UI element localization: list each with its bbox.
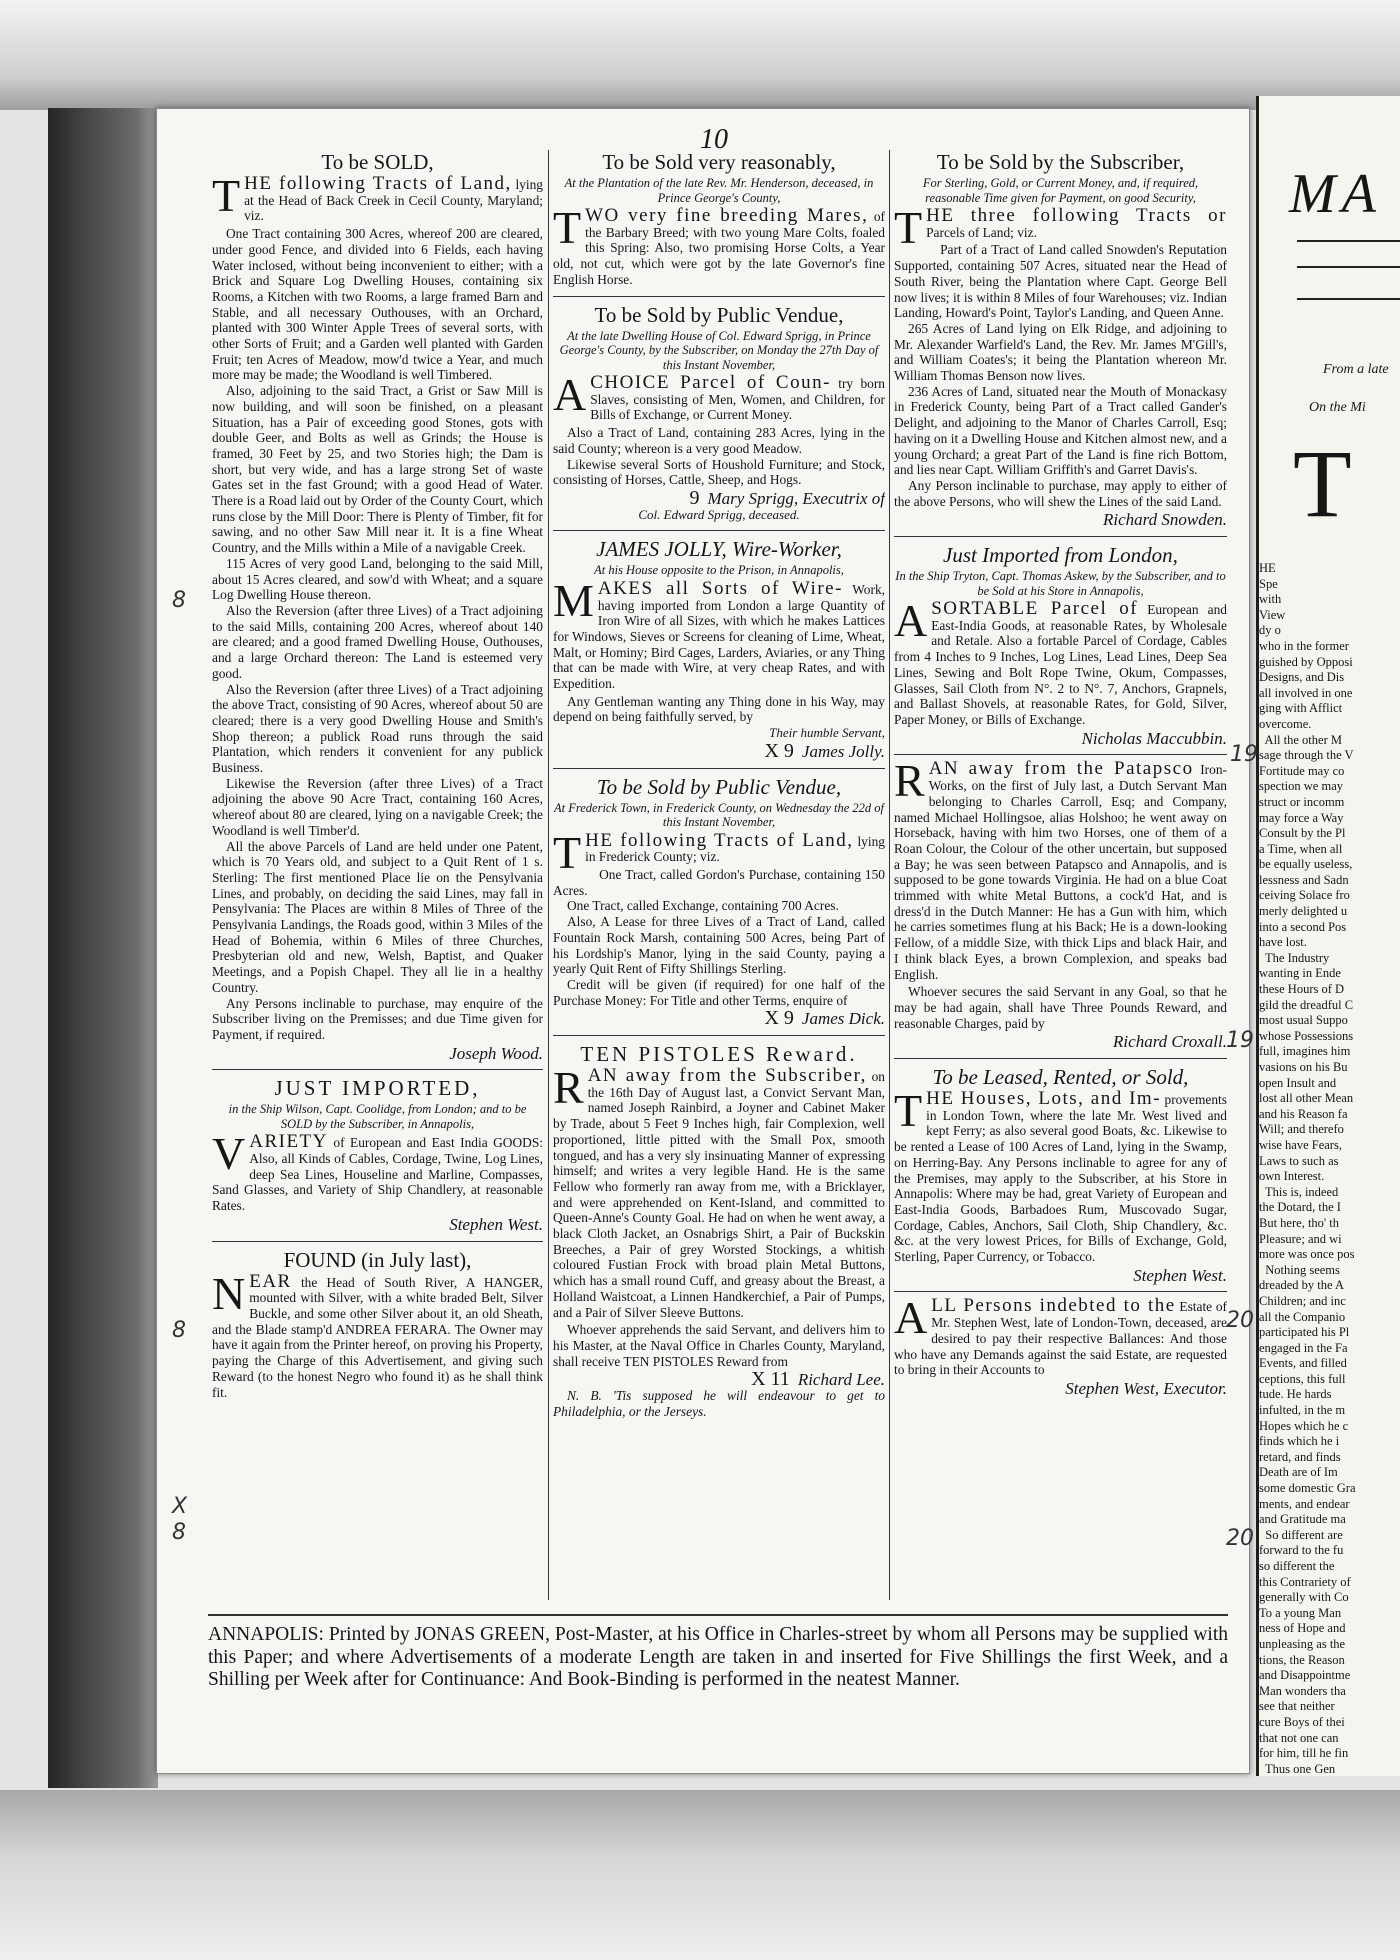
ad-lead <box>553 574 885 692</box>
drop-cap: T <box>553 202 582 253</box>
facing-page-masthead: MA <box>1289 163 1382 225</box>
ad-heading: To be Sold by Public Vendue, <box>596 774 842 799</box>
drop-cap: R <box>894 755 925 807</box>
ad-signature: Stephen West. <box>449 1214 543 1234</box>
signature-name: Mary Sprigg, Executrix of <box>707 488 885 508</box>
facing-page-caption: From a late <box>1323 362 1389 377</box>
advertisement-london-town-houses <box>894 1065 1227 1283</box>
facing-page-dropcap: T <box>1293 430 1352 537</box>
lead-text: lying at the Head of Back Creek in Cecil County, Maryland; viz. <box>244 177 543 224</box>
ad-paragraph: One Tract containing 300 Acres, whereof 200 are cleared, under good Fence, and divided into 6 Fields, each having Water inclosed, without being inconvenient to either; with a Brick and Square Log Dwelling Houses, containing six Rooms, a Kitchen with two Rooms, a large framed Barn and Stable, and all necessary Outhouses, with an Orchard, planted with 300 Winter Apple Trees of several sorts, with other Sorts of Fruit; and a Garden well planted with Garden Fruit; ten Acres of Meadow, mow'd twice a Year, and much more may be made; the Woodland is well Timbered. <box>212 226 543 383</box>
ad-signature <box>553 1007 885 1030</box>
ad-paragraph: Credit will be given (if required) for one half of the Purchase Money: For Title and other Terms, enquire of <box>553 976 885 1008</box>
ad-separator <box>212 1069 543 1070</box>
ad-paragraph: Any Gentleman wanting any Thing done in his Way, may depend on being faithfully served, by <box>553 693 885 725</box>
lead-text: Estate of Mr. Stephen West, late of London-Town, deceased, are desired to pay their respective Ballances: And those who have any Demands against the said Estate, are requested to bring in their Accounts to <box>894 1299 1227 1378</box>
drop-cap: N <box>212 1267 246 1319</box>
ad-separator <box>212 1241 543 1242</box>
ad-lead <box>553 369 885 423</box>
ad-subheading: At the late Dwelling House of Col. Edward Sprigg, in Prince George's County, by the Subscriber, on Monday the 27th Day of this Instant November, <box>559 328 879 372</box>
ad-paragraph: Whoever secures the said Servant in any Goal, so that he may be had again, shall have Three Pounds Reward, and reasonable Charges, paid by <box>894 984 1227 1031</box>
lead-first-words: SORTABLE Parcel of <box>931 598 1139 620</box>
advertisement-found-hanger <box>212 1248 543 1401</box>
handwritten-mark: 20 <box>1226 1308 1254 1333</box>
handwritten-mark: X 9 <box>764 739 794 762</box>
footer-rule <box>208 1614 1228 1616</box>
advertisement-patapsco-runaway <box>894 755 1227 1052</box>
handwritten-mark: 9 <box>689 486 700 509</box>
advertisement-sprigg-vendue <box>553 303 885 523</box>
ad-subheading: in the Ship Wilson, Capt. Coolidge, from London; and to be SOLD by the Subscriber, in Annapolis, <box>228 1102 527 1131</box>
lead-first-words: LL Persons indebted to the <box>931 1295 1176 1317</box>
drop-cap: M <box>553 574 594 626</box>
book-spine-shadow <box>48 108 158 1788</box>
ad-separator <box>553 768 885 769</box>
drop-cap: T <box>212 170 241 221</box>
handwritten-mark: X 9 <box>764 1007 794 1030</box>
ad-signature <box>553 1368 885 1391</box>
handwritten-mark: 19 <box>1226 1028 1254 1053</box>
ad-separator <box>894 1291 1227 1292</box>
ad-paragraph: Also the Reversion (after three Lives) of a Tract adjoining the above Tract, consisting of 90 Acres, whereof about 50 are cleared; there is a very good Dwelling House and Smith's Shop thereon; a publick Road runs through the said Plantation, which renders it convenient for any publick Business. <box>212 681 543 776</box>
lead-text: the Head of South River, A HANGER, mounted with Silver, with a white braded Belt, Silver Buckle, and some other Silver about it, an old Sheath, and the Blade stamp'd ANDREA FERARA. The Owner may have it again from the Printer hereof, on proving his Property, paying the Charge of this Advertisement, and giving such Reward (to the honest Negro who found it) as he shall think fit. <box>212 1274 543 1400</box>
lead-text: European and East-India Goods, at reasonable Rates, by Wholesale and Retale. Also a fortable Parcel of Cordage, Cables from 4 Inches to 9 Inches, Log Lines, Lead Lines, Deep Sea Lines, Sewing and Bolt Rope Twine, Okum, Compasses, Glasses, Sail Cloth from N°. 2 to N°. 7, Anchors, Grapnels, and Ballast Shovels, at reasonable Rates, for Gold, Silver, Paper Money, or Bills of Exchange. <box>894 602 1227 727</box>
lead-first-words: CHOICE Parcel of Coun- <box>590 372 831 394</box>
advertisement-just-imported <box>212 1076 543 1232</box>
ad-signature: Stephen West, Executor. <box>1065 1379 1227 1398</box>
drop-cap: T <box>553 826 582 878</box>
ad-closing: Their humble Servant, <box>769 725 885 741</box>
ad-lead <box>212 1128 543 1214</box>
lead-first-words: ARIETY <box>249 1131 328 1153</box>
advertisement-maccubbin-goods <box>894 543 1227 746</box>
lead-text: Work, having imported from London a large Quantity of Iron Wire of all Sizes, with which he makes Lattices for Windows, Sieves or Screens for cleaning of Lime, Wheat, Malt, or Hominy; Bird Cages, Larders, Aviaries, or any Thing that can be made with Wire, at very cheap Rates, and with Expedition. <box>553 581 885 692</box>
ad-paragraph: 265 Acres of Land lying on Elk Ridge, and adjoining to Mr. Alexander Warfield's Land, the Rev. Mr. James M'Gill's, and William Coates's; it being the Plantation whereon Mr. William Thomas Benson now lives. <box>894 320 1227 384</box>
ad-heading: JUST IMPORTED, <box>274 1076 481 1101</box>
ad-separator <box>894 536 1227 537</box>
column-2 <box>553 150 885 1610</box>
facing-page-rule <box>1297 240 1400 242</box>
handwritten-mark: X <box>172 1494 188 1519</box>
lead-first-words: WO very fine breeding Mares, <box>585 205 869 226</box>
ad-paragraph: One Tract, called Exchange, containing 700 Acres. <box>567 898 839 914</box>
ad-lead <box>894 755 1227 982</box>
ad-lead <box>212 1267 543 1401</box>
ad-signature: Stephen West. <box>1133 1265 1227 1285</box>
ad-lead <box>553 202 885 288</box>
advertisement-west-estate <box>894 1292 1227 1398</box>
ad-signature <box>553 486 885 509</box>
lead-text: provements in London Town, where the late Mr. West lived and kept Ferry; as also several good Boats, &c. Likewise to be rented a Lease of 100 Acres of Land, lying in the Swamp, on Herring-Bay. Any Persons inclinable to agree for any of the Premises, may apply to the Subscriber, at his Store in Annapolis: Where may be had, great Variety of European and East-India Goods, Barbadoes Rum, Muscovado Sugar, Cordage, Cables, Anchors, Sail Cloth, Ship Chandlery, &c. &c. at the very lowest Prices, for Bills of Exchange, Gold, Sterling, Paper Currency, or Tobacco. <box>894 1092 1227 1265</box>
handwritten-mark: 8 <box>172 588 186 613</box>
facing-page-rule <box>1297 266 1400 268</box>
ad-signature: Richard Croxall. <box>1113 1032 1227 1052</box>
advertisement-snowden-land <box>894 150 1227 528</box>
lead-text: Iron-Works, on the first of July last, a Dutch Servant Man belonging to Charles Carroll, Esq; and Company, named Michael Hollingsoe, alias Holshoo; he went away on Horseback, having with him two Horses, one of them of a Roan Colour, the Colour of the other uncertain, but supposed a Bay; he was seen between Patapsco and Annapolis, and is supposed to be gone towards Virginia. He had on a blue Coat trimmed with white Metal Buttons, a cock'd Hat, and is dress'd in the Dutch Manner: He has a Gun with him, which he carries sometimes flung at his Back; He is a down-looking Fellow, of a middle Size, with thick Lips and black Hair, and I think black Eyes, a brown Complexion, and speaks bad English. <box>894 762 1227 982</box>
handwritten-mark: 20 <box>1226 1526 1254 1551</box>
handwritten-mark: X 11 <box>751 1368 790 1391</box>
drop-cap: V <box>212 1128 246 1180</box>
signature-name: James Jolly. <box>801 741 885 761</box>
ad-subheading: At the Plantation of the late Rev. Mr. Henderson, deceased, in Prince George's County, <box>564 176 874 205</box>
drop-cap: T <box>894 202 923 253</box>
printer-imprint: ANNAPOLIS: Printed by JONAS GREEN, Post-Master, at his Office in Charles-street by whom all Persons may be supplied with this Paper; and where Advertisements of a moderate Length are taken in and inserted for Five Shillings the first Week, and a Shilling per Week after for Continuance: And Book-Binding is performed in the neatest Manner. <box>208 1624 1228 1690</box>
handwritten-mark: 8 <box>172 1318 186 1343</box>
ad-heading: Just Imported from London, <box>943 543 1178 568</box>
ad-lead <box>894 202 1227 253</box>
ad-signature <box>553 739 885 762</box>
handwritten-mark: 8 <box>172 1520 186 1545</box>
ad-lead <box>553 826 885 878</box>
ad-heading: To be SOLD, <box>321 150 434 174</box>
ad-paragraph: Also, A Lease for three Lives of a Tract of Land, called Fountain Rock Marsh, containing 500 Acres, being Part of his Lordship's Manor, lying in the said County, paying a yearly Quit Rent of Fifty Shillings Sterling. <box>553 914 885 977</box>
lead-first-words: HE following Tracts of Land, <box>585 829 854 851</box>
signature-name: James Dick. <box>801 1009 885 1029</box>
advertisement-james-jolly <box>553 537 885 762</box>
ad-signature-line: Col. Edward Sprigg, deceased. <box>638 506 800 522</box>
ad-subheading: At Frederick Town, in Frederick County, on Wednesday the 22d of this Instant November, <box>553 800 885 830</box>
ad-paragraph: 115 Acres of very good Land, belonging to the said Mill, about 15 Acres cleared, and sow'd with Wheat; and a square Log Dwelling House thereon. <box>212 555 543 603</box>
ad-paragraph: Likewise several Sorts of Houshold Furniture; and Stock, consisting of Horses, Cattle, Sheep, and Hogs. <box>553 456 885 488</box>
drop-cap: T <box>894 1085 923 1137</box>
lead-text: of European and East India GOODS: Also, all Kinds of Cables, Cordage, Twine, Log Lines, deep Sea Lines, Houseline and Marline, Compasses, Sand Glasses, and Variety of Ship Chandlery, at reasonable Rates. <box>212 1135 543 1214</box>
ad-heading: To be Leased, Rented, or Sold, <box>932 1065 1189 1090</box>
page-number: 10 <box>700 124 728 155</box>
scan-background-top <box>0 0 1400 110</box>
lead-first-words: AKES all Sorts of Wire- <box>597 577 843 599</box>
ad-heading: FOUND (in July last), <box>283 1247 472 1272</box>
handwritten-mark: 19 <box>1230 742 1258 767</box>
lead-first-words: HE three following Tracts or <box>926 205 1227 226</box>
lead-first-words: AN away from the Subscriber, <box>587 1065 867 1087</box>
ad-heading: JAMES JOLLY, Wire-Worker, <box>596 537 842 562</box>
ad-paragraph: One Tract, called Gordon's Purchase, containing 150 Acres. <box>553 866 885 898</box>
lead-first-words: HE Houses, Lots, and Im- <box>926 1088 1162 1110</box>
ad-paragraph: Also a Tract of Land, containing 283 Acres, lying in the said County; whereon is a very good Meadow. <box>553 425 885 456</box>
drop-cap: A <box>894 595 928 647</box>
advertisement-ten-pistoles <box>553 1042 885 1419</box>
advertisement-mares <box>553 150 885 288</box>
ad-note: N. B. 'Tis supposed he will endeavour to get to Philadelphia, or the Jerseys. <box>553 1388 885 1419</box>
ad-subheading: At his House opposite to the Prison, in Annapolis, <box>594 563 844 578</box>
signature-name: Richard Lee. <box>797 1370 885 1390</box>
ad-separator <box>553 530 885 531</box>
ad-paragraph: Likewise the Reversion (after three Lives) of a Tract adjoining the above 90 Acre Tract, containing 160 Acres, whereof about 80 are cleared, lying on a navigable Creek; the Woodland is well Timber'd. <box>212 775 543 838</box>
facing-page-rule <box>1297 298 1400 300</box>
ad-separator <box>553 296 885 297</box>
scan-background-bottom <box>0 1790 1400 1960</box>
ad-separator <box>553 1035 885 1036</box>
ad-paragraph: Whoever apprehends the said Servant, and delivers him to his Master, at the Naval Office in Charles County, Maryland, shall receive TEN PISTOLES Reward from <box>553 1322 885 1369</box>
drop-cap: A <box>894 1292 928 1344</box>
ad-paragraph: Also, adjoining to the said Tract, a Grist or Saw Mill is now building, and will soon be finished, on a pleasant Situation, has a Pair of exceeding good Stones, gots with double Geer, and Bolts as well as Grinds; the House is framed, 30 Feet by 25, and two Stories high; the Dam is short, but very wide, and has a large strong Set of waste Gates set in the fast Ground; with a good Head of Water. There is a Road laid out by Order of the County Court, which runs close by the Mill Door: There is Plenty of Timber, fit for sawing, and no other Saw Mill near it. It is a fine Wheat Country, and the Mills within a Mile of a navigable Creek. <box>212 383 543 556</box>
lead-text: of the Barbary Breed; with two young Mare Colts, foaled this Spring: Also, two promising Horse Colts, a Year old, not cut, which were got by the late Governor's fine English Horse. <box>553 209 885 287</box>
ad-separator <box>894 1058 1227 1059</box>
facing-page-fragment <box>1256 96 1400 1776</box>
lead-text: lying in Frederick County; viz. <box>585 833 885 865</box>
ad-paragraph: Any Persons inclinable to purchase, may enquire of the Subscriber living on the Premisses; and due Time given for Payment, if required. <box>212 995 543 1042</box>
ad-paragraph: 236 Acres of Land, situated near the Mouth of Monackasy in Frederick County, being Part of a Tract called Gander's Delight, and adjoining to the Manor of Charles Carroll, Esq; having on it a Dwelling House and Kitchen almost new, and a young Orchard; a great Part of the Land is fine rich Bottom, and lies near Capt. William Griffith's and Garret Davis's. <box>894 383 1227 478</box>
ad-heading: TEN PISTOLES Reward. <box>580 1042 858 1067</box>
ad-signature: Joseph Wood. <box>449 1043 543 1063</box>
column-1 <box>212 150 543 1600</box>
lead-first-words: EAR <box>249 1270 292 1292</box>
ad-heading: To be Sold very reasonably, <box>602 150 836 174</box>
facing-page-caption: On the Mi <box>1309 400 1366 415</box>
lead-first-words: AN away from the Patapsco <box>928 758 1194 780</box>
facing-page-text: HE Spe with View dy o who in the former guished by Opposi Designs, and Dis all involved in one ging with Afflict overcome. All the other M sage through the V Fortitude may co spection we may struct or incomm may force a Way Consult by the Pl a Time, when all be equally useless, lessness and Sadn ceiving Solace fro merly delighted u into a second Pos have lost. The Industry wanting in Ende these Hours of D gild the dreadful C most usual Suppo whose Possessions full, imagines him vasions on his Bu open Insult and lost all other Mean and his Reason fa Will; and therefo wise have Fears, Laws to such as own Interest. This is, indeed the Dotard, the I But here, tho' th Pleasure; and wi more was once pos Nothing seems dreaded by the A Children; and inc all the Companio participated his Pl engaged in the Fa Events, and filled ceptions, this full tude. He hards infulted, in the m Hopes which he c finds which he i retard, and finds Death are of Im some domestic Gra ments, and endear and Gratitude ma So different are forward to the fu so different the this Contrariety of generally with Co To a young Man ness of Hope and unpleasing as the tions, the Reason and Disappointme Man wonders tha see that neither cure Boys of thei that not one can for him, till he fin Thus one Gen <box>1259 561 1356 1776</box>
ad-lead <box>553 1062 885 1320</box>
ad-lead <box>894 1292 1227 1378</box>
ad-lead <box>894 595 1227 728</box>
lead-first-words: HE following Tracts of Land, <box>244 173 512 194</box>
column-rule <box>889 150 890 1600</box>
column-rule <box>548 150 549 1600</box>
ad-signature: Richard Snowden. <box>1102 510 1227 530</box>
drop-cap: A <box>553 369 587 421</box>
ad-lead <box>212 170 543 224</box>
lead-text: on the 16th Day of August last, a Convict Servant Man, named Joseph Rainbird, a Joyner and Cabinet Maker by Trade, about 5 Feet 9 Inches high, fair Complexion, well proportioned, little pitted with the Small Pox, smooth tongued, and has a very sly insinuating Manner of expressing himself; and writes a very legible Hand. He is the same Fellow who formerly ran away from me, with a Bricklayer, and were apprehended on Kent-Island, and committed to Queen-Anne's County Goal. He had on when he went away, a black Cloth Jacket, an Osnabrigs Shirt, a Pair of Buckskin Breeches, a Pair of grey Worsted Stockings, a whitish coloured Fustian Frock with broad plain Metal Buttons, which has a small round Cuff, and greasy about the Breast, a Holland Waistcoat, a Linnen Handkerchief, a Pair of Pumps, and a Pair of Silver Sleeve Buttons. <box>553 1069 885 1320</box>
ad-paragraph: Also the Reversion (after three Lives) of a Tract adjoining to the said Mills, containing 200 Acres, whereof about 140 are cleared; and a good framed Dwelling House, Outhouses, and a large Orchard thereon: The Land is esteemed very good. <box>212 602 543 681</box>
lead-text: Parcels of Land; viz. <box>926 224 1037 240</box>
column-3 <box>894 150 1227 1610</box>
ad-subheading: In the Ship Tryton, Capt. Thomas Askew, by the Subscriber, and to be Sold at his Store in Annapolis, <box>895 569 1226 598</box>
ad-heading: To be Sold by Public Vendue, <box>594 302 844 327</box>
ad-separator <box>894 754 1227 755</box>
drop-cap: R <box>553 1062 584 1114</box>
ad-signature: Nicholas Maccubbin. <box>1081 728 1227 748</box>
ad-heading: To be Sold by the Subscriber, <box>936 150 1185 174</box>
ad-subheading: For Sterling, Gold, or Current Money, and, if required, reasonable Time given for Payment, on good Security, <box>922 176 1199 205</box>
advertisement-land-cecil <box>212 150 543 1061</box>
advertisement-frederick-vendue <box>553 774 885 1030</box>
ad-paragraph: Part of a Tract of Land called Snowden's Reputation Supported, containing 507 Acres, situated near the Head of South River, being the Plantation where Capt. George Bell now lives; it is within 8 Miles of four Warehouses; viz. Indian Landing, Howard's Point, Taylor's Landing, and Queen Anne. <box>894 242 1227 321</box>
ad-paragraph: Any Person inclinable to purchase, may apply to either of the above Persons, who will shew the Lines of the said Land. <box>894 477 1227 509</box>
lead-text: try born Slaves, consisting of Men, Women, and Children, for Bills of Exchange, or Current Money. <box>590 376 885 423</box>
ad-paragraph: All the above Parcels of Land are held under one Patent, which is 70 Years old, and subject to a Quit Rent of 1 s. Sterling: The first mentioned Place lie on the Pensylvania Lines, and probably, on deciding the said Lines, may fall in Pensylvania: The Places are within 8 Miles of Three of the Pensylvania Landings, the Roads good, within 3 Miles of the Head of Bohemia, within 6 Miles of three Churches, Presbyterian old and new, Welsh, Baptist, and Quaker Meetings, and a Popish Chapel. They all lie in a healthy Country. <box>212 838 543 995</box>
ad-lead <box>894 1085 1227 1265</box>
